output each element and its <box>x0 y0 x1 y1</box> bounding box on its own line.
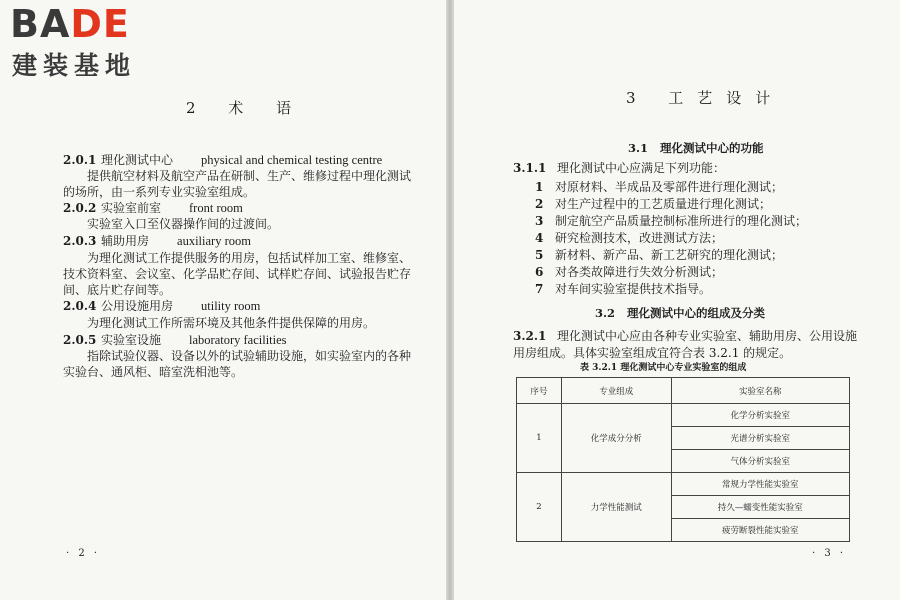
term-desc: 实验室入口至仪器操作间的过渡间。 <box>87 217 280 231</box>
clause-text: 理化测试中心应满足下列功能： <box>557 161 726 175</box>
logo-text-a: BA <box>10 2 71 46</box>
table-row <box>517 473 850 496</box>
term-en: auxiliary room <box>177 234 251 248</box>
term-cn: 理化测试中心 <box>101 153 174 167</box>
term-cn: 公用设施用房 <box>101 299 174 313</box>
header-no: 序号 <box>517 378 562 404</box>
term-heading <box>63 152 382 168</box>
section-heading-3-2 <box>595 305 765 321</box>
clause-number: 3.2.1 <box>513 329 547 343</box>
term-desc: 的场所，由一系列专业实验室组成。 <box>63 185 256 199</box>
item-text: 对生产过程中的工艺质量进行理化测试； <box>555 197 772 211</box>
left-page <box>0 0 446 600</box>
function-item <box>535 230 723 246</box>
function-item <box>535 281 711 297</box>
item-text: 新材料、新产品、新工艺研究的理化测试； <box>555 248 784 262</box>
item-number: 2 <box>535 197 544 211</box>
item-number: 5 <box>535 248 544 262</box>
term-desc: 指除试验仪器、设备以外的试验辅助设施，如实验室内的各种 <box>87 349 412 363</box>
group-name: 化学成分分析 <box>561 404 671 473</box>
section-number: 3.1 <box>628 141 649 155</box>
table-caption: 表 3.2.1 理化测试中心专业实验室的组成 <box>580 363 747 373</box>
lab-name: 光谱分析实验室 <box>671 427 849 450</box>
item-text: 研究检测技术，改进测试方法； <box>555 231 724 245</box>
clause-3-1-1 <box>513 160 725 176</box>
table-header-row <box>517 378 850 404</box>
term-desc: 为理化测试工作提供服务的用房，包括试样加工室、维修室、 <box>87 251 412 265</box>
lab-name: 疲劳断裂性能实验室 <box>671 519 849 542</box>
term-desc: 为理化测试工作所需环境及其他条件提供保障的用房。 <box>87 316 376 330</box>
table-row <box>517 404 850 427</box>
term-heading <box>63 233 251 249</box>
page-number: · 3 · <box>812 548 847 559</box>
term-cn: 实验室前室 <box>101 201 162 215</box>
group-number: 1 <box>517 404 562 473</box>
header-specialty: 专业组成 <box>561 378 671 404</box>
term-heading <box>63 298 260 314</box>
term-desc: 间、底片贮存间等。 <box>63 283 172 297</box>
item-text: 制定航空产品质量控制标准所进行的理化测试； <box>555 214 808 228</box>
logo-text-b: DE <box>70 2 130 46</box>
item-number: 3 <box>535 214 544 228</box>
term-en: front room <box>189 201 243 215</box>
logo-wordmark <box>10 2 130 46</box>
term-heading <box>63 200 243 216</box>
brand-logo <box>6 2 174 82</box>
term-desc: 提供航空材料及航空产品在研制、生产、维修过程中理化测试 <box>87 169 412 183</box>
term-heading <box>63 332 287 348</box>
item-number: 6 <box>535 265 544 279</box>
section-title: 理化测试中心的组成及分类 <box>627 306 766 320</box>
lab-name: 常规力学性能实验室 <box>671 473 849 496</box>
group-number: 2 <box>517 473 562 542</box>
clause-3-2-1 <box>513 328 857 344</box>
lab-name: 化学分析实验室 <box>671 404 849 427</box>
term-number: 2.0.2 <box>63 201 97 215</box>
term-desc: 实验台、通风柜、暗室洗相池等。 <box>63 365 244 379</box>
section-number: 3.2 <box>595 306 616 320</box>
function-item <box>535 179 783 195</box>
section-heading-3-1 <box>628 140 764 156</box>
page-number: · 2 · <box>66 548 101 559</box>
chapter-title-2: 2 术 语 <box>186 99 306 117</box>
item-text: 对原材料、半成品及零部件进行理化测试； <box>555 180 784 194</box>
logo-chinese: 建装基地 <box>12 51 137 80</box>
function-item <box>535 264 723 280</box>
clause-number: 3.1.1 <box>513 161 547 175</box>
term-number: 2.0.4 <box>63 299 97 313</box>
term-cn: 辅助用房 <box>101 234 150 248</box>
function-item <box>535 196 771 212</box>
lab-name: 气体分析实验室 <box>671 450 849 473</box>
book-gutter <box>446 0 454 600</box>
item-text: 对各类故障进行失效分析测试； <box>555 265 724 279</box>
item-text: 对车间实验室提供技术指导。 <box>555 282 712 296</box>
item-number: 1 <box>535 180 544 194</box>
term-desc: 技术资料室、会议室、化学品贮存间、试样贮存间、试验报告贮存 <box>63 267 412 281</box>
term-en: utility room <box>201 299 261 313</box>
function-item <box>535 213 807 229</box>
header-lab-name: 实验室名称 <box>671 378 849 404</box>
term-en: laboratory facilities <box>189 333 287 347</box>
lab-name: 持久—蠕变性能实验室 <box>671 496 849 519</box>
lab-composition-table <box>516 377 850 542</box>
term-en: physical and chemical testing centre <box>201 153 383 167</box>
term-cn: 实验室设施 <box>101 333 162 347</box>
clause-text-cont: 用房组成。具体实验室组成宜符合表 3.2.1 的规定。 <box>513 346 792 360</box>
section-title: 理化测试中心的功能 <box>660 141 764 155</box>
term-number: 2.0.3 <box>63 234 97 248</box>
group-name: 力学性能测试 <box>561 473 671 542</box>
term-number: 2.0.5 <box>63 333 97 347</box>
item-number: 4 <box>535 231 544 245</box>
clause-text: 理化测试中心应由各种专业实验室、辅助用房、公用设施 <box>557 329 858 343</box>
item-number: 7 <box>535 282 544 296</box>
term-number: 2.0.1 <box>63 153 97 167</box>
chapter-title-3: 3 工艺设计 <box>626 89 785 107</box>
function-item <box>535 247 783 263</box>
